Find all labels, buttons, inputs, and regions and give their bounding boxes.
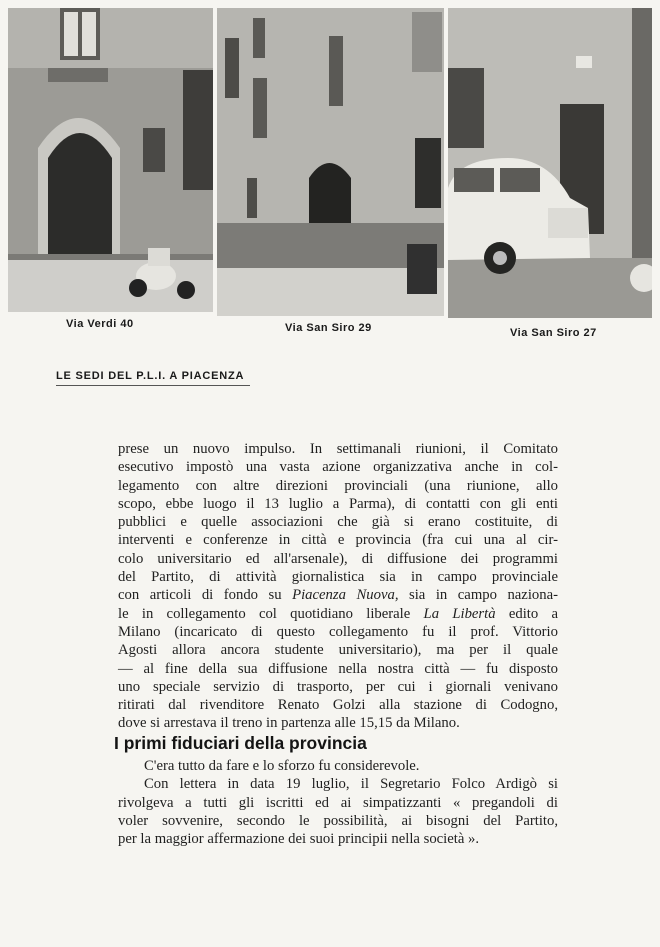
text-run: le in collegamento col quotidiano liberale: [118, 605, 424, 622]
text-line: [118, 586, 558, 604]
text-run: con articoli di fondo su: [118, 587, 293, 604]
photo-via-san-siro-27: [448, 8, 652, 318]
photo-via-san-siro-29: [217, 8, 444, 316]
newspaper-title-piacenza-nuova: Piacenza Nuova,: [292, 587, 399, 604]
caption-via-verdi-40: Via Verdi 40: [66, 318, 134, 330]
text-line: Milano (incaricato di questo collegamento fu il prof. Vittorio: [118, 623, 558, 640]
body-paragraph-1: [118, 440, 558, 733]
text-line: — al fine della sua diffusione nella nostra città — fu disposto: [118, 660, 558, 677]
text-line: Con lettera in data 19 luglio, il Segretario Folco Ardigò si: [144, 776, 558, 793]
text-line: colo universitario ed all'arsenale), di diffusione dei programmi: [118, 550, 558, 567]
text-line: prese un nuovo impulso. In settimanali riunioni, il Comitato: [118, 441, 558, 457]
text-line: per la maggior affermazione dei suoi principii nella società ».: [118, 831, 480, 848]
text-line: voler sovvenire, secondo le possibilità, ai bisogni del Partito,: [118, 812, 558, 829]
body-paragraph-2: [118, 757, 558, 848]
section-label: LE SEDI DEL P.L.I. A PIACENZA: [56, 370, 250, 386]
text-run: sia in campo naziona-: [398, 587, 558, 604]
text-run: edito a: [495, 605, 558, 622]
caption-via-san-siro-27: Via San Siro 27: [510, 327, 597, 339]
text-line: legamento con altre direzioni provinciali (una riunione, allo: [118, 477, 558, 494]
text-line: Agosti allora ancora studente universitario), ma per il quale: [118, 642, 558, 659]
text-line: interventi e conferenze in città e provincia (fra cui una al cir-: [118, 532, 558, 549]
text-line: pubblici e quelle associazioni che già si erano costituite, di: [118, 514, 558, 531]
text-line: C'era tutto da fare e lo sforzo fu considerevole.: [144, 758, 420, 774]
photo-via-san-siro-29-image: [217, 8, 444, 316]
text-line: [118, 605, 558, 623]
text-line: rivolgeva a tutti gli iscritti ed ai simpatizzanti « pregandoli di: [118, 794, 558, 811]
caption-via-san-siro-29: Via San Siro 29: [285, 322, 372, 334]
text-line: dove si arrestava il treno in partenza alle 15,15 da Milano.: [118, 715, 460, 732]
photo-via-san-siro-27-image: [448, 8, 652, 318]
text-line: del Partito, di attività giornalistica sia in campo provinciale: [118, 569, 558, 586]
text-line: esecutivo impostò una vasta azione organizzativa anche in col-: [118, 459, 558, 476]
text-line: scopo, ebbe luogo il 13 luglio a Parma), di contatti con gli enti: [118, 495, 558, 512]
section-heading: I primi fiduciari della provincia: [114, 733, 367, 753]
text-line: ritirati dal rivenditore Renato Golzi alla stazione di Codogno,: [118, 697, 558, 714]
photo-via-verdi-40: [8, 8, 213, 312]
newspaper-title-la-liberta: La Libertà: [423, 605, 496, 622]
photo-via-verdi-40-image: [8, 8, 213, 312]
text-line: uno speciale servizio di trasporto, per cui i giornali venivano: [118, 678, 558, 695]
